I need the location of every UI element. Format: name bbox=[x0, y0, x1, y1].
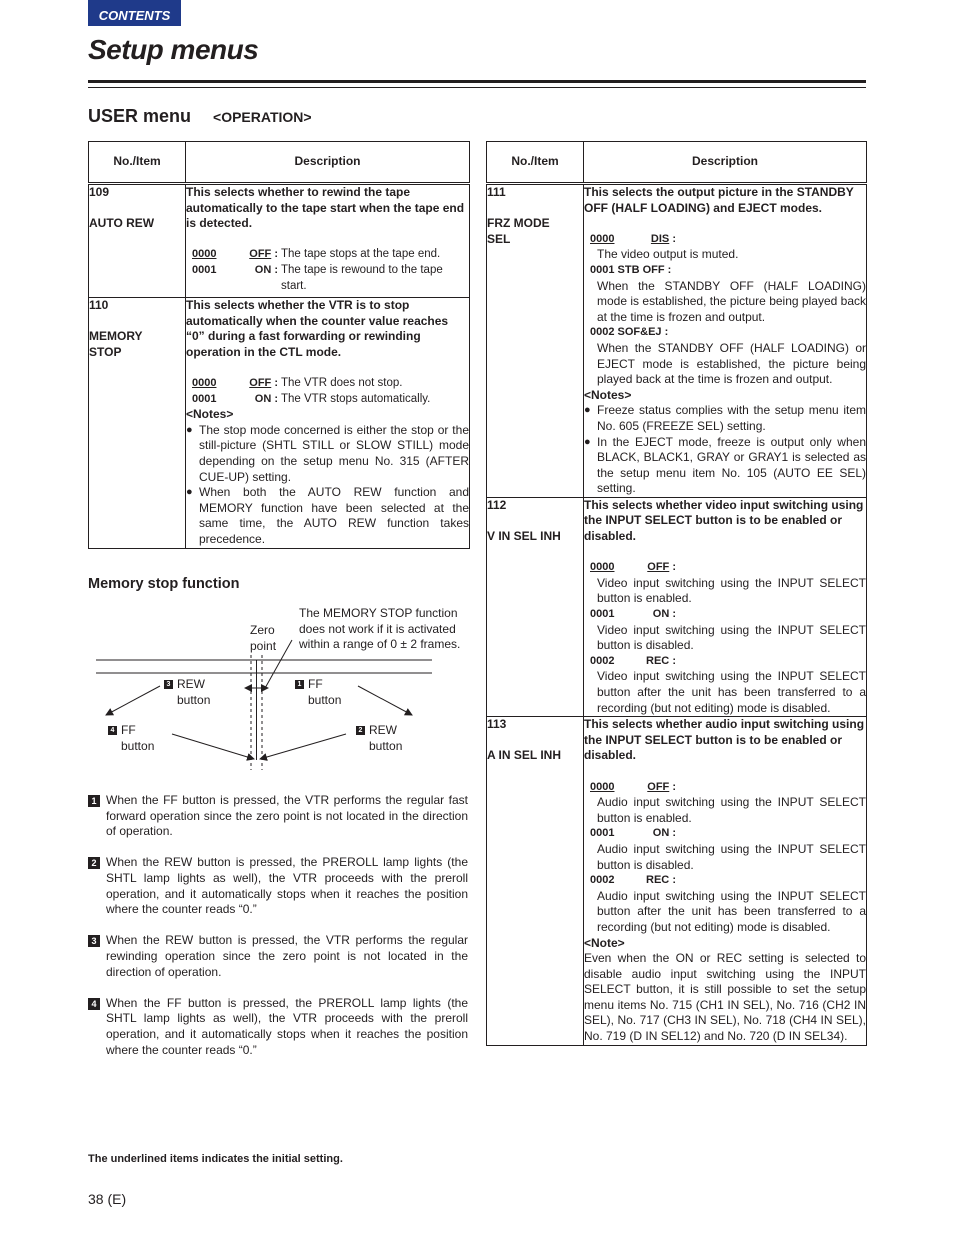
col-header-description: Description bbox=[584, 142, 867, 184]
note-item: ● Freeze status complies with the setup menu item No. 605 (FREEZE SEL) setting. bbox=[584, 403, 866, 433]
item-number: 109 bbox=[89, 185, 110, 199]
table-row-113 bbox=[487, 717, 867, 1045]
option-0000: 0000 OFF : The VTR does not stop. bbox=[192, 376, 403, 389]
callout-pointer bbox=[264, 640, 292, 690]
step-item: 4 When the FF button is pressed, the PREROLL lamp lights (the SHTL lamp lights as well), the VTR proceeds with the preroll operation, and it automatically stops when it reaches the position where the counter reads “0.” bbox=[88, 996, 468, 1058]
ff-button-label-1: 1 FF button bbox=[295, 677, 365, 708]
ff-arrow-1 bbox=[358, 686, 412, 715]
note-item: ● In the EJECT mode, freeze is output only when BLACK, BLACK1, GRAY or GRAY1 is selected as the setup menu item No. 105 (AUTO EE SEL) setting. bbox=[584, 434, 866, 496]
title-rule bbox=[88, 80, 866, 83]
item-name-2: STOP bbox=[89, 344, 122, 359]
item-description: This selects the output picture in the STANDBY OFF (HALF LOADING) and EJECT modes. bbox=[584, 185, 854, 215]
page-title: Setup menus bbox=[88, 34, 259, 65]
rew-button-label-2: 2 REW button bbox=[356, 723, 426, 754]
page-number: 38 (E) bbox=[88, 1191, 127, 1207]
option-0002: 0002 REC : bbox=[590, 874, 676, 887]
item-name: V IN SEL INH bbox=[487, 529, 561, 544]
ff-button-label-4: 4 FF button bbox=[108, 723, 178, 754]
option-0001: 0001 ON : The tape is rewound to the tape start. bbox=[192, 263, 443, 292]
table-header-row bbox=[89, 142, 470, 184]
option-text: The video output is muted. bbox=[597, 247, 739, 262]
item-description: This selects whether video input switching using the INPUT SELECT button is to be enabled or disabled. bbox=[584, 497, 864, 544]
rew-arrow-3 bbox=[106, 686, 160, 715]
col-header-description: Description bbox=[186, 142, 470, 184]
option-0001: 0001 ON : The VTR stops automatically. bbox=[192, 392, 431, 405]
description-cell bbox=[584, 717, 867, 1045]
note-item: ● The stop mode concerned is either the stop or the still-picture (SHTL STILL or SLOW STILL) mode depending on the setup menu No. 315 (AFTER CUE-UP) setting. bbox=[186, 422, 469, 484]
description-cell bbox=[584, 184, 867, 498]
item-cell bbox=[89, 298, 186, 549]
option-text: Video input switching using the INPUT SELECT button after the unit has been transferred to a recording (but not editing) mode is disabled. bbox=[597, 669, 866, 715]
col-header-no-item: No./Item bbox=[89, 142, 186, 184]
description-cell bbox=[584, 497, 867, 716]
item-cell bbox=[487, 717, 584, 1045]
section-subtitle: <OPERATION> bbox=[213, 109, 312, 125]
option-0002-label: 0002 SOF&EJ : bbox=[590, 326, 669, 339]
item-name: AUTO REW bbox=[89, 216, 155, 231]
rew-arrow-2 bbox=[260, 734, 346, 759]
option-text: Audio input switching using the INPUT SELECT button is disabled. bbox=[597, 841, 866, 872]
description-cell bbox=[186, 184, 470, 298]
memory-stop-heading: Memory stop function bbox=[88, 576, 240, 592]
item-description: This selects whether the VTR is to stop automatically when the counter value reaches “0” during a fast forwarding or rewinding operation in the CTL mode. bbox=[186, 298, 449, 359]
item-cell bbox=[89, 184, 186, 298]
description-cell bbox=[186, 298, 470, 549]
step-item: 1 When the FF button is pressed, the VTR performs the regular fast forward operation since the zero point is not located in the direction of operation. bbox=[88, 793, 468, 840]
contents-button[interactable]: CONTENTS bbox=[88, 0, 181, 26]
note-item: ● When both the AUTO REW function and MEMORY function have been selected at the same time, the AUTO REW function takes precedence. bbox=[186, 485, 469, 546]
diagram-callout: The MEMORY STOP function does not work if it is activated within a range of 0 ± 2 frames. bbox=[299, 606, 461, 652]
step-item: 3 When the REW button is pressed, the VTR performs the regular rewinding operation since the zero point is not located in the direction of operation. bbox=[88, 933, 468, 980]
ff-arrow-4 bbox=[172, 734, 254, 759]
option-text: Audio input switching using the INPUT SELECT button after the unit has been transferred to a recording (but not editing) mode is disabled. bbox=[597, 888, 866, 934]
option-0002: 0002 REC : bbox=[590, 654, 676, 667]
step-item: 2 When the REW button is pressed, the PREROLL lamp lights (the SHTL lamp lights as well), the VTR proceeds with the preroll operation, and it automatically stops when it reaches the position where the counter reads “0.” bbox=[88, 855, 468, 917]
table-row-109 bbox=[89, 184, 470, 298]
option-0001-label: 0001 STB OFF : bbox=[590, 263, 672, 276]
option-text: Video input switching using the INPUT SELECT button is enabled. bbox=[597, 575, 866, 606]
item-number: 110 bbox=[89, 298, 109, 312]
item-cell bbox=[487, 184, 584, 498]
option-text: When the STANDBY OFF (HALF LOADING) or EJECT mode is established, the picture being played back at the time is frozen and output. bbox=[597, 340, 866, 387]
footer-note: The underlined items indicates the initial setting. bbox=[88, 1153, 343, 1165]
section-title: USER menu bbox=[88, 106, 192, 126]
item-description: This selects whether audio input switching using the INPUT SELECT button is to be enabled or disabled. bbox=[584, 717, 865, 763]
option-0000: 0000 OFF : The tape stops at the tape end. bbox=[192, 248, 441, 261]
option-0001: 0001 ON : bbox=[590, 827, 676, 840]
zero-point-label: Zero point bbox=[250, 623, 277, 653]
option-text: Audio input switching using the INPUT SELECT button is enabled. bbox=[597, 795, 866, 825]
table-row-112 bbox=[487, 497, 867, 716]
item-cell bbox=[487, 497, 584, 716]
notes-label: <Notes> bbox=[584, 387, 632, 402]
option-0000: 0000 OFF : bbox=[590, 780, 676, 793]
item-number: 111 bbox=[487, 185, 506, 199]
memory-stop-steps bbox=[88, 793, 468, 1074]
item-number: 112 bbox=[487, 497, 507, 512]
item-name: FRZ MODE bbox=[487, 216, 550, 231]
col-header-no-item: No./Item bbox=[487, 142, 584, 184]
option-text: Video input switching using the INPUT SELECT button is disabled. bbox=[597, 622, 866, 653]
item-name: MEMORY bbox=[89, 329, 143, 344]
item-number: 113 bbox=[487, 717, 507, 732]
notes-label: <Notes> bbox=[186, 407, 234, 422]
note-label: <Note> bbox=[584, 935, 625, 950]
table-header-row bbox=[487, 142, 867, 184]
table-row-110 bbox=[89, 298, 470, 549]
option-0001: 0001 ON : bbox=[590, 608, 676, 621]
left-menu-table bbox=[88, 141, 470, 549]
table-row-111 bbox=[487, 184, 867, 498]
option-text: When the STANDBY OFF (HALF LOADING) mode is established, the picture being played back at the time is frozen and output. bbox=[597, 278, 866, 324]
title-rule-thin bbox=[88, 87, 866, 88]
item-name: A IN SEL INH bbox=[487, 748, 562, 763]
item-name-2: SEL bbox=[487, 231, 511, 246]
rew-button-label-3: 3 REW button bbox=[164, 677, 234, 708]
section-heading bbox=[88, 106, 312, 127]
item-description: This selects whether to rewind the tape automatically to the tape start when the tape end is detected. bbox=[186, 185, 465, 231]
option-0000: 0000 OFF : bbox=[590, 561, 676, 574]
note-text: Even when the ON or REC setting is selected to disable audio input switching using the INPUT SELECT button, it is still possible to set the setup menu items No. 715 (CH1 IN SEL), No. 716 (CH2 IN SEL), No. 717 (CH3 IN SEL), No. 718 (CH4 IN SEL), No. 719 (D IN SEL12) and No. 720 (D IN SEL34). bbox=[584, 951, 866, 1044]
option-0000: 0000 DIS : bbox=[590, 232, 676, 245]
right-menu-table bbox=[486, 141, 867, 1046]
